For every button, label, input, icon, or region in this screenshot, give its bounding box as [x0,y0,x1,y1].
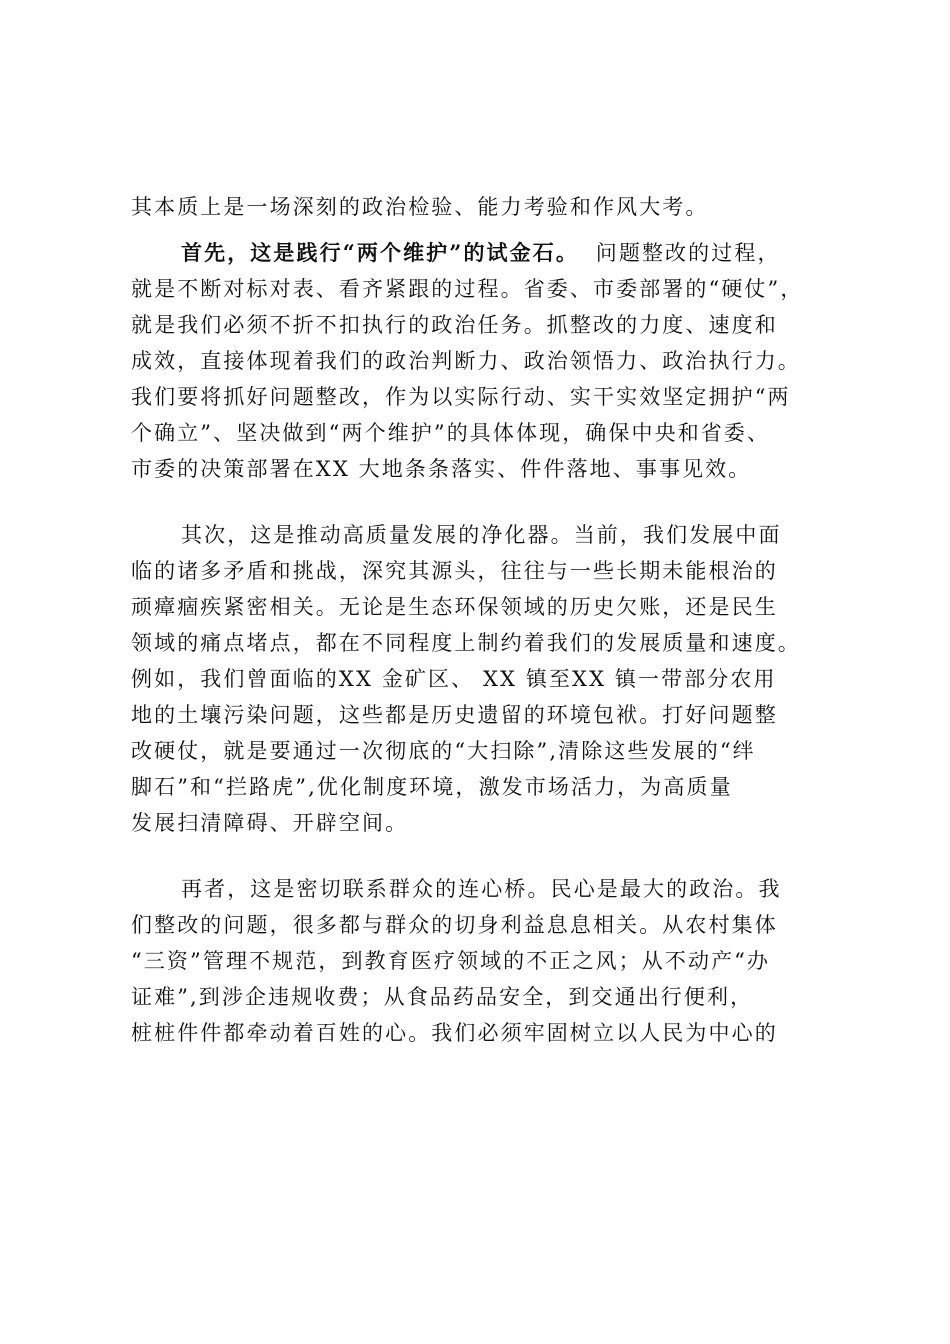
text-line: 其次，这是推动高质量发展的净化器。当前，我们发展中面 [181,523,782,547]
text-line: 脚石”和“拦路虎”,优化制度环境，激发市场活力，为高质量 [131,775,733,799]
text-line: 证难”,到涉企违规收费；从食品药品安全，到交通出行便利， [131,985,754,1009]
text-line: 领域的痛点堵点，都在不同程度上制约着我们的发展质量和速度。 [131,631,801,655]
text-line: 发展扫清障碍、开辟空间。 [131,811,409,835]
text-line: 改硬仗，就是要通过一次彻底的“大扫除”,清除这些发展的“绊 [131,739,756,763]
text-line: 例如，我们曾面临的XX 金矿区、 XX 镇至XX 镇一带部分农用 [131,667,777,691]
text-line: 其本质上是一场深刻的政治检验、能力考验和作风大考。 [131,195,709,219]
text-line: 再者，这是密切联系群众的连心桥。民心是最大的政治。我 [181,877,782,901]
text-line: 桩桩件件都牵动着百姓的心。我们必须牢固树立以人民为中心的 [131,1021,778,1045]
text-line: 成效，直接体现着我们的政治判断力、政治领悟力、政治执行力。 [131,349,801,373]
text-line: 就是我们必须不折不扣执行的政治任务。抓整改的力度、速度和 [131,313,778,337]
text-line: 就是不断对标对表、看齐紧跟的过程。省委、市委部署的“硬仗”， [131,277,804,301]
text-line: 们整改的问题，很多都与群众的切身利益息息相关。从农村集体 [131,913,778,937]
text-line: “三资”管理不规范，到教育医疗领域的不正之风；从不动产“办 [131,949,771,973]
text-line: 市委的决策部署在XX 大地条条落实、件件落地、事事见效。 [131,457,752,481]
text-line: 临的诸多矛盾和挑战，深究其源头，往往与一些长期未能根治的 [131,559,778,583]
paragraph-lead-line [181,236,855,270]
paragraph-heading: 首先，这是践行“两个维护”的试金石。 [181,240,579,265]
text-line: 我们要将抓好问题整改，作为以实际行动、实干实效坚定拥护“两 [131,385,791,409]
text-line: 顽瘴痼疾紧密相关。无论是生态环保领域的历史欠账，还是民生 [131,595,778,619]
text-line: 地的土壤污染问题，这些都是历史遗留的环境包袱。打好问题整 [131,703,778,727]
text-segment: 问题整改的过程， [595,241,781,265]
text-line: 个确立”、坚决做到“两个维护”的具体体现，确保中央和省委、 [131,421,771,445]
